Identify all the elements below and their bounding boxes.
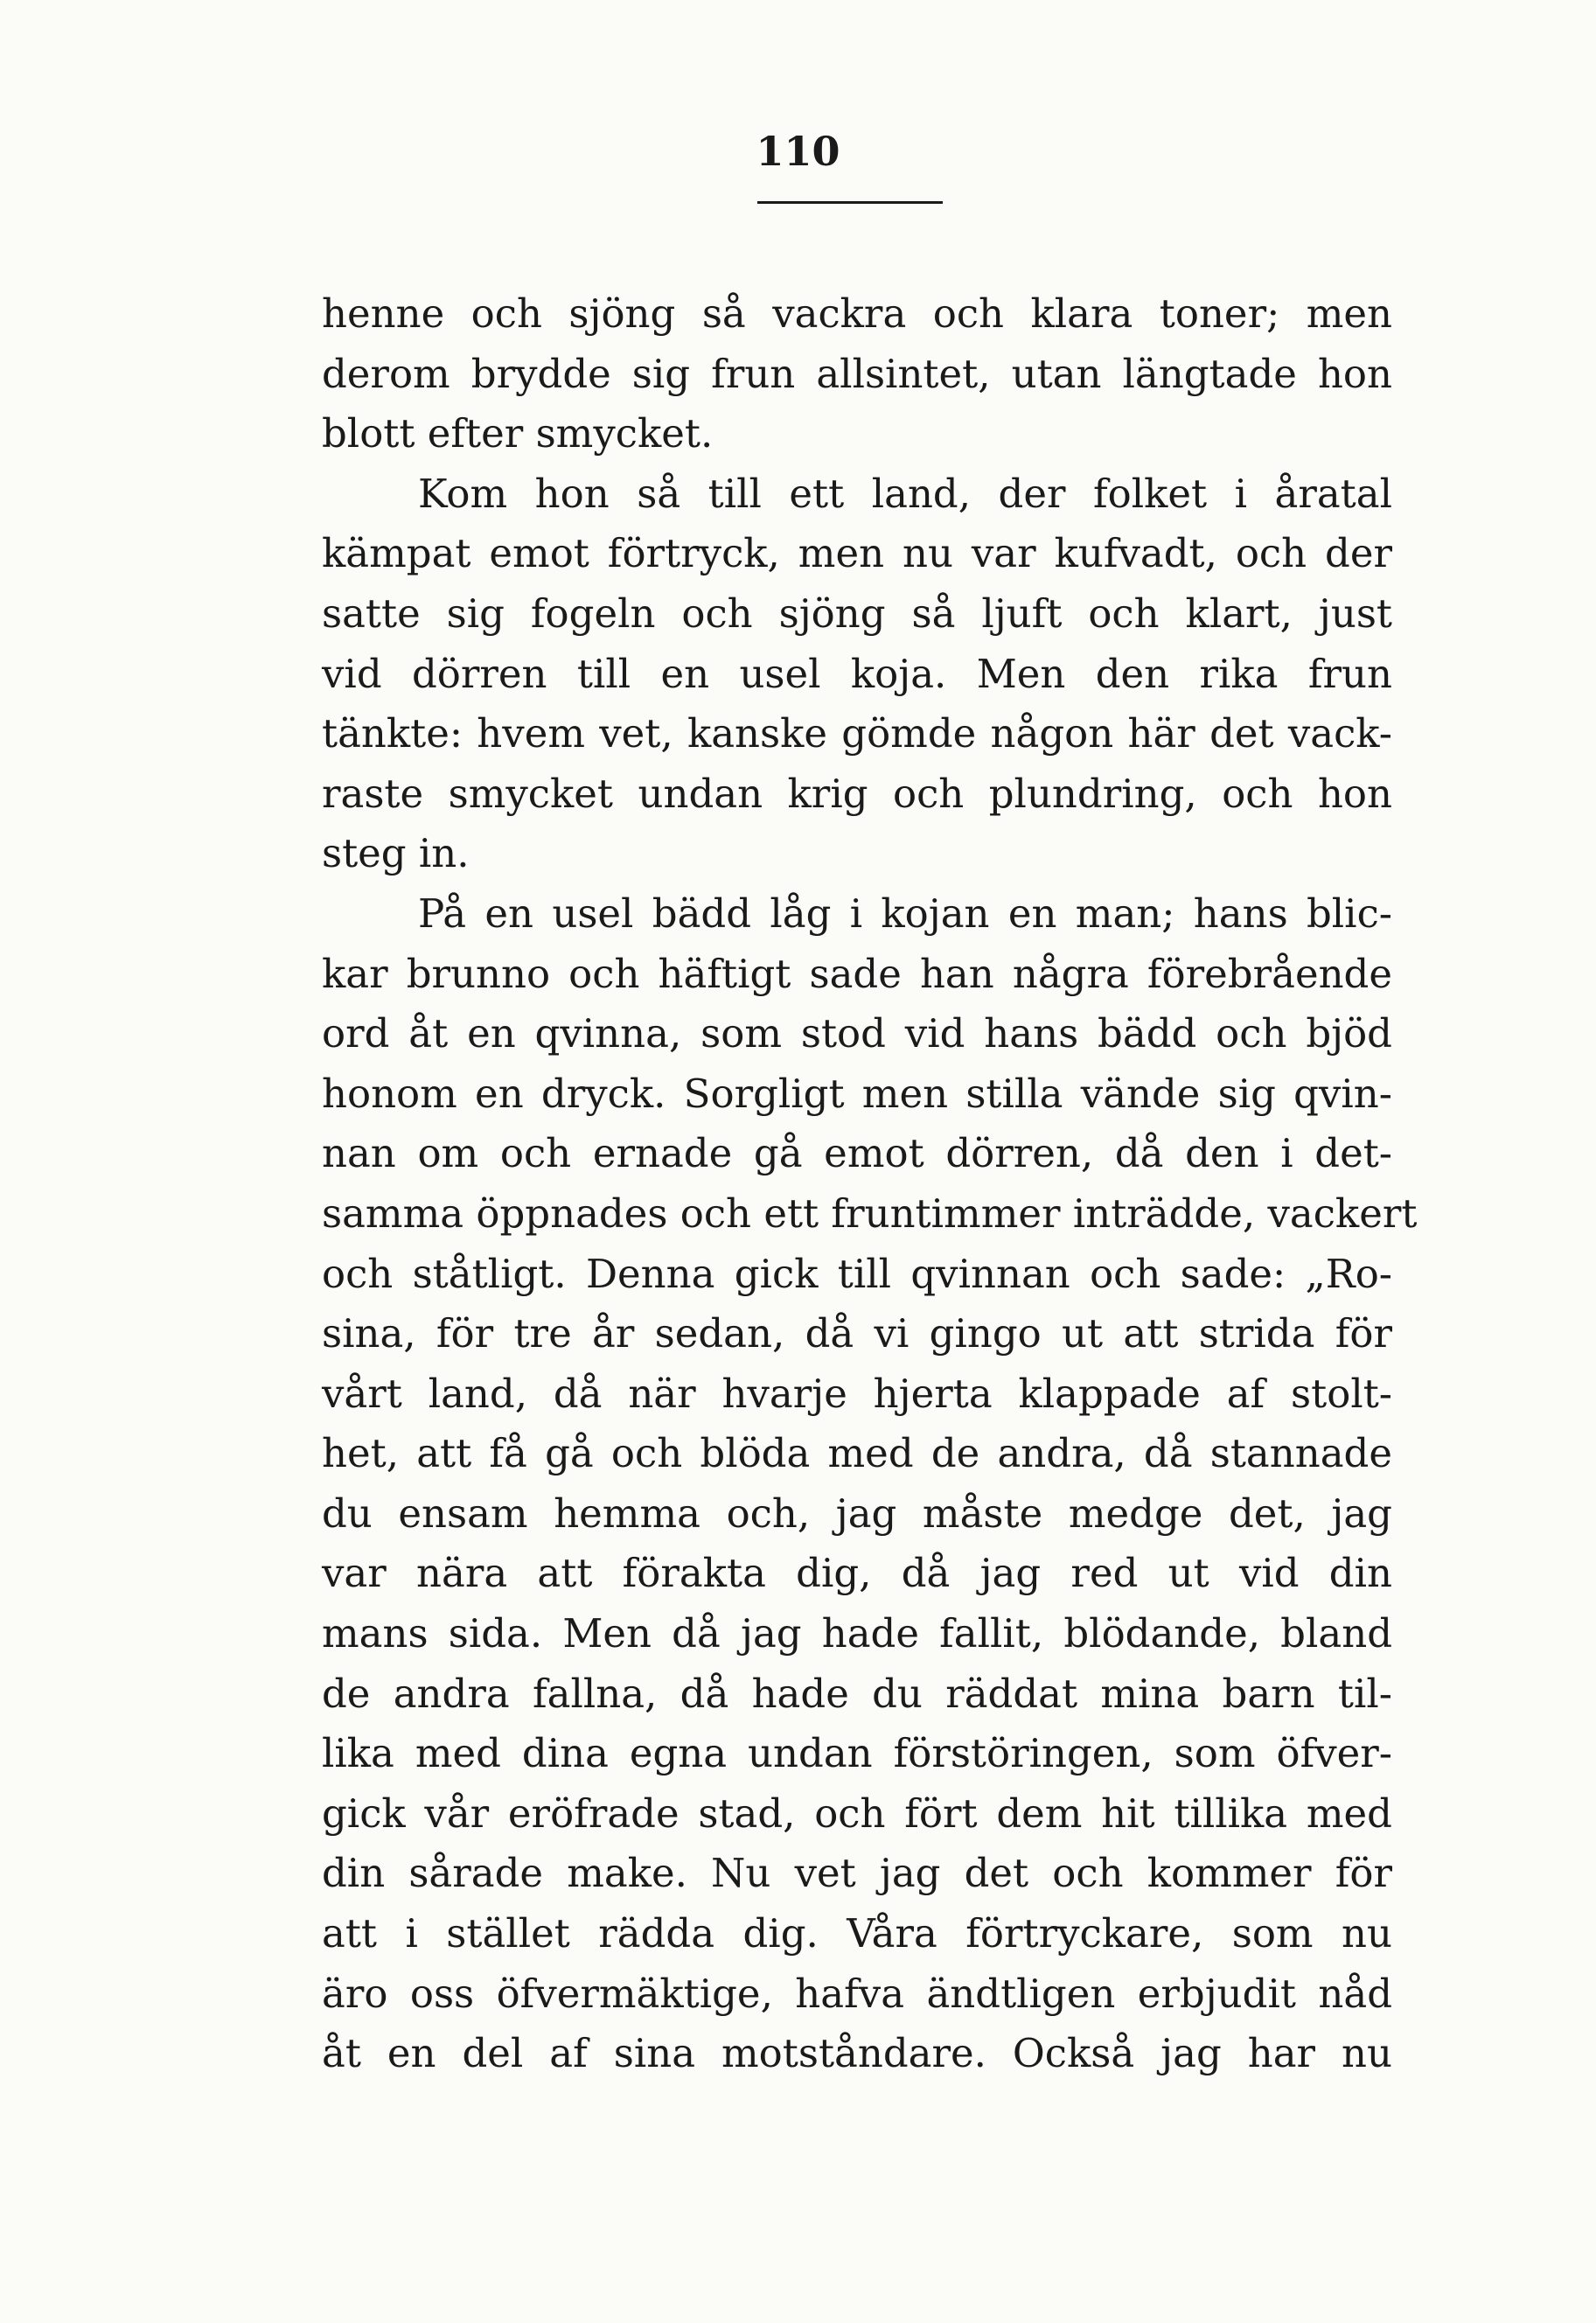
text-line: sina, för tre år sedan, då vi gingo ut att strida för [322,1310,1392,1357]
text-line: derom brydde sig frun allsintet, utan längtade hon [322,350,1392,397]
text-line: het, att få gå och blöda med de andra, då stannade [322,1430,1392,1477]
text-line: lika med dina egna undan förstöringen, som öfver- [322,1730,1392,1777]
text-line: Kom hon så till ett land, der folket i åratal [418,470,1392,517]
text-line: gick vår eröfrade stad, och fört dem hit tillika med [322,1789,1392,1837]
text-line: kar brunno och häftigt sade han några förebrående [322,950,1392,997]
text-line: vårt land, då när hvarje hjerta klappade af stolt- [322,1370,1392,1417]
text-line: nan om och ernade gå emot dörren, då den i det- [322,1130,1392,1177]
text-line: blott efter smycket. [322,410,714,457]
text-line: och ståtligt. Denna gick till qvinnan och sade: „Ro- [322,1250,1392,1297]
text-line: att i stället rädda dig. Våra förtryckare, som nu [322,1910,1392,1957]
text-line: henne och sjöng så vackra och klara toner; men [322,290,1392,337]
text-line: äro oss öfvermäktige, hafva ändtligen erbjudit nåd [322,1970,1392,2017]
text-line: samma öppnades och ett fruntimmer inträdde, vackert [322,1189,1418,1237]
text-line: På en usel bädd låg i kojan en man; hans blic- [418,889,1392,937]
text-line: de andra fallna, då hade du räddat mina barn til- [322,1670,1392,1717]
text-line: mans sida. Men då jag hade fallit, blödande, bland [322,1610,1392,1657]
text-line: vid dörren till en usel koja. Men den rika frun [322,650,1392,697]
text-line: åt en del af sina motståndare. Också jag har nu [322,2030,1392,2077]
text-line: ord åt en qvinna, som stod vid hans bädd och bjöd [322,1010,1392,1057]
text-line: steg in. [322,830,470,877]
header-rule [757,201,943,204]
text-line: honom en dryck. Sorgligt men stilla vände sig qvin- [322,1070,1392,1117]
text-line: raste smycket undan krig och plundring, och hon [322,770,1392,817]
text-line: din sårade make. Nu vet jag det och kommer för [322,1850,1392,1897]
text-line: du ensam hemma och, jag måste medge det, jag [322,1489,1392,1537]
text-line: var nära att förakta dig, då jag red ut vid din [322,1550,1392,1597]
page-number: 110 [756,128,840,175]
text-line: tänkte: hvem vet, kanske gömde någon här det vack- [322,710,1392,757]
text-line: satte sig fogeln och sjöng så ljuft och klart, just [322,589,1392,637]
text-line: kämpat emot förtryck, men nu var kufvadt, och der [322,530,1392,577]
body-text [322,284,1418,2084]
